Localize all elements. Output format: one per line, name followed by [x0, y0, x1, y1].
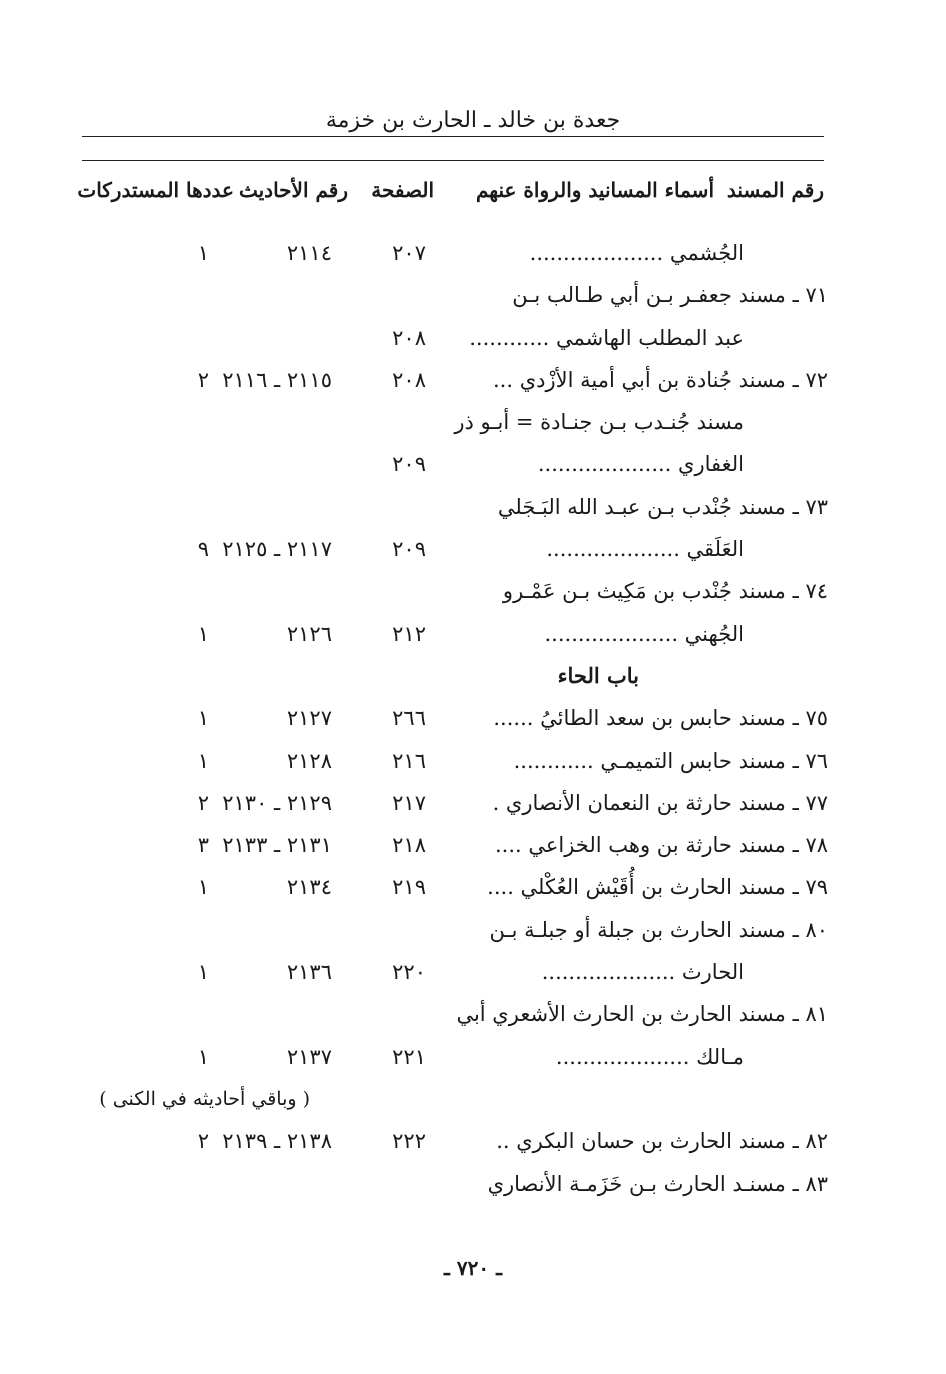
entry-count: ١: [197, 241, 209, 265]
entry-page: ٢١٢: [392, 621, 426, 646]
entry-page: ٢٠٩: [392, 537, 426, 562]
section-heading: باب الحاء: [557, 662, 639, 688]
table-row: [0, 909, 946, 951]
entry-title: ٨٢ ـ مسند الحارث بن حسان البكري ..: [496, 1129, 828, 1154]
entry-page: ٢٠٩: [392, 452, 426, 477]
entry-page: ٢٢٢: [392, 1129, 426, 1154]
entry-hadith-numbers: ٢١٣١ ـ ٢١٣٣: [222, 833, 332, 858]
entry-page: ٢١٨: [392, 833, 426, 858]
entry-hadith-numbers: ٢١١٧ ـ ٢١٢٥: [222, 537, 332, 562]
entry-count: ١: [197, 1044, 209, 1069]
entry-hadith-numbers: ٢١٢٦: [286, 621, 332, 646]
table-row: [0, 359, 946, 401]
entry-title: ٧٢ ـ مسند جُنادة بن أبي أمية الأزْدي ...: [493, 367, 828, 392]
entry-hadith-numbers: ٢١١٤: [286, 241, 332, 265]
entry-count: ١: [197, 706, 209, 731]
table-row: [0, 486, 946, 528]
table-row: [0, 951, 946, 993]
entry-page: ٢٢٠: [392, 960, 426, 985]
entry-page: ٢١٧: [392, 790, 426, 815]
table-row: [0, 824, 946, 866]
entry-hadith-numbers: ٢١٣٦: [286, 960, 332, 985]
section-heading-row: [0, 655, 946, 697]
entry-page: ٢١٩: [392, 875, 426, 900]
table-row: [0, 443, 946, 485]
index-table: [0, 232, 946, 1205]
entry-title: ٧٦ ـ مسند حابس التميمـي ............: [513, 748, 828, 773]
table-row: [0, 317, 946, 359]
table-row: [0, 613, 946, 655]
entry-title: ٧٥ ـ مسند حابس بن سعد الطائيُ ......: [493, 706, 828, 731]
entry-count: ١: [197, 621, 209, 646]
entry-title: العَلَقي ....................: [546, 537, 744, 562]
entry-title: الجُهني ....................: [544, 621, 744, 646]
entry-title: ٧٩ ـ مسند الحارث بن أُقَيْش العُكْلي ....: [487, 875, 828, 900]
entry-title: ٧١ ـ مسند جعفـر بـن أبي طـالب بـن: [512, 283, 828, 308]
table-row: [0, 1036, 946, 1078]
table-row: [0, 401, 946, 443]
running-head: جعدة بن خالد ـ الحارث بن خزمة: [325, 108, 621, 133]
entry-count: ٢: [197, 1129, 209, 1154]
entry-page: ٢٢١: [392, 1044, 426, 1069]
entry-title: ٨١ ـ مسند الحارث بن الحارث الأشعري أبي: [456, 1002, 828, 1027]
entry-page: ٢١٦: [392, 748, 426, 773]
entry-title: ٧٧ ـ مسند حارثة بن النعمان الأنصاري .: [492, 790, 828, 815]
entry-title: عبد المطلب الهاشمي ............: [469, 325, 744, 350]
table-row: [0, 570, 946, 612]
table-row: [0, 1163, 946, 1205]
table-row: [0, 232, 946, 274]
table-row: [0, 1120, 946, 1162]
entry-count: ٩: [197, 537, 209, 562]
table-row: [0, 993, 946, 1035]
column-headers: [0, 178, 946, 212]
entry-count: ٣: [197, 833, 209, 858]
column-header-count: عددها المستدركات: [77, 178, 234, 202]
entry-title: ٧٨ ـ مسند حارثة بن وهب الخزاعي ....: [494, 833, 828, 858]
entry-count: ٢: [197, 790, 209, 815]
entry-title: الحارث ....................: [541, 960, 744, 985]
table-row: [0, 274, 946, 316]
entry-title: الغفاري ....................: [537, 452, 744, 477]
column-header-hadith-numbers: رقم الأحاديث: [238, 178, 348, 202]
entry-title: ٧٤ ـ مسند جُنْدب بن مَكِيث بـن عَمْـرو: [502, 579, 828, 604]
entry-hadith-numbers: ٢١٣٨ ـ ٢١٣٩: [222, 1129, 332, 1154]
entry-title: ٨٣ ـ مسنـد الحارث بـن خَزَمـة الأنصاري: [487, 1171, 828, 1196]
entry-count: ١: [197, 748, 209, 773]
note-text: ( وباقي أحاديثه في الكنى ): [99, 1087, 310, 1110]
entry-hadith-numbers: ٢١١٥ ـ ٢١١٦: [222, 367, 332, 392]
note-row: [0, 1078, 946, 1120]
header-rule-bottom: [82, 160, 824, 161]
entry-title: مـالك ....................: [555, 1044, 744, 1069]
entry-count: ١: [197, 875, 209, 900]
entry-hadith-numbers: ٢١٣٧: [286, 1044, 332, 1069]
entry-page: ٢٠٨: [392, 367, 426, 392]
entry-hadith-numbers: ٢١٢٧: [286, 706, 332, 731]
page-number: ـ ٧٢٠ ـ: [444, 1256, 502, 1280]
entry-page: ٢٦٦: [392, 706, 426, 731]
entry-title: ٨٠ ـ مسند الحارث بن جبلة أو جبلـة بـن: [489, 917, 828, 942]
entry-count: ١: [197, 960, 209, 985]
table-row: [0, 782, 946, 824]
table-row: [0, 740, 946, 782]
entry-title: الجُشمي ....................: [529, 241, 744, 265]
entry-hadith-numbers: ٢١٣٤: [286, 875, 332, 900]
column-header-number: رقم المسند: [726, 178, 824, 202]
entry-hadith-numbers: ٢١٢٨: [286, 748, 332, 773]
table-row: [0, 866, 946, 908]
column-header-page: الصفحة: [371, 178, 434, 202]
table-row: [0, 528, 946, 570]
table-row: [0, 697, 946, 739]
column-header-names: أسماء المسانيد والرواة عنهم: [475, 178, 714, 202]
entry-page: ٢٠٨: [392, 325, 426, 350]
header-rule-top: [82, 136, 824, 137]
entry-count: ٢: [197, 367, 209, 392]
entry-title: ٧٣ ـ مسند جُنْدب بـن عبـد الله البَـجَلي: [497, 494, 828, 519]
entry-title: مسند جُنـدب بـن جنـادة = أبـو ذر: [454, 410, 744, 435]
entry-hadith-numbers: ٢١٢٩ ـ ٢١٣٠: [222, 790, 332, 815]
entry-page: ٢٠٧: [392, 241, 426, 265]
